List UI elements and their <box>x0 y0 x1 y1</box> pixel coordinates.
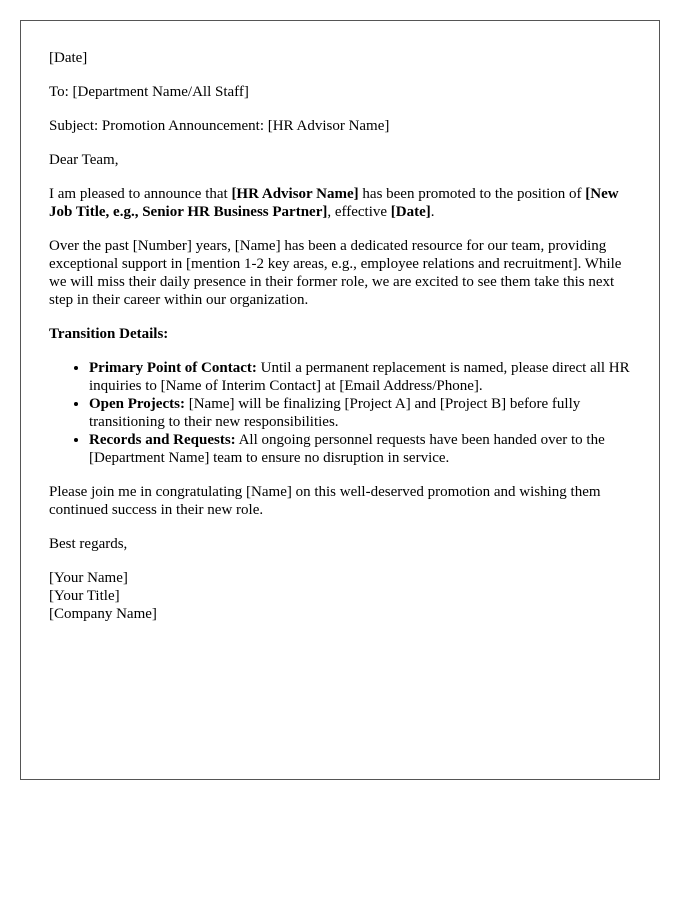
closing-paragraph: Please join me in congratulating [Name] on this well-deserved promotion and wishing them continued success in their new role. <box>49 484 601 518</box>
intro-job-title: [New Job Title, e.g., Senior HR Business Partner] <box>49 186 619 220</box>
intro-advisor-name: [HR Advisor Name] <box>231 186 359 202</box>
intro-text-2: has been promoted to the position of <box>358 186 586 202</box>
signature-title: [Your Title] <box>49 588 120 604</box>
letter-page <box>20 20 660 780</box>
list-item <box>89 431 631 467</box>
letter-date: [Date] <box>49 50 88 66</box>
list-item <box>89 359 631 395</box>
list-item-text: All ongoing personnel requests have been handed over to the [Department Name] team to ensure no disruption in service. <box>89 432 605 466</box>
intro-effective-date: [Date] <box>390 204 431 220</box>
letter-subject: Subject: Promotion Announcement: [HR Advisor Name] <box>49 118 390 134</box>
intro-text-1: I am pleased to announce that <box>49 186 232 202</box>
letter-salutation: Dear Team, <box>49 152 119 168</box>
list-item-label: Open Projects: <box>89 396 185 412</box>
signature-name: [Your Name] <box>49 570 128 586</box>
transition-list <box>49 359 631 467</box>
list-item-label: Primary Point of Contact: <box>89 360 257 376</box>
intro-text-3: , effective <box>327 204 391 220</box>
transition-heading: Transition Details: <box>49 326 169 342</box>
letter-recipient: To: [Department Name/All Staff] <box>49 84 249 100</box>
signature-block <box>49 569 631 623</box>
signature-company: [Company Name] <box>49 606 157 622</box>
sign-off: Best regards, <box>49 536 128 552</box>
list-item-text: [Name] will be finalizing [Project A] and [Project B] before fully transitioning to their new responsibilities. <box>89 396 581 430</box>
list-item <box>89 395 631 431</box>
list-item-text: Until a permanent replacement is named, please direct all HR inquiries to [Name of Interim Contact] at [Email Address/Phone]. <box>89 360 630 394</box>
list-item-label: Records and Requests: <box>89 432 236 448</box>
intro-paragraph <box>49 185 631 221</box>
background-paragraph: Over the past [Number] years, [Name] has been a dedicated resource for our team, providing exceptional support in [mention 1-2 key areas, e.g., employee relations and recruitment]. While we will miss their daily presence in their former role, we are excited to see them take this next step in their career within our organization. <box>49 238 622 308</box>
intro-text-4: . <box>430 204 435 220</box>
